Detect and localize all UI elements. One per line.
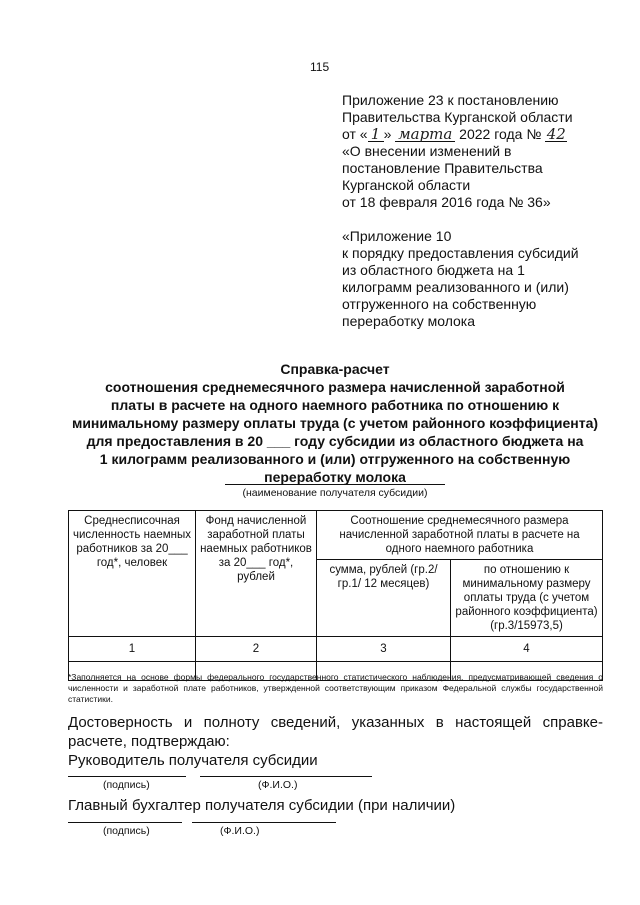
head-signature-caption: (подпись) xyxy=(103,779,150,791)
accountant-fio-caption: (Ф.И.О.) xyxy=(220,825,260,837)
header-col1: Среднесписочная численность наемных работников за 20___ год*, человек xyxy=(69,511,196,637)
annex10-header xyxy=(342,228,632,330)
accountant-signature-caption: (подпись) xyxy=(103,825,150,837)
annex10-line6: переработку молока xyxy=(342,313,476,329)
header-col3-group: Соотношение среднемесячного размера начисленной заработной платы в расчете на одного наемного работника xyxy=(317,511,603,560)
col-number-1: 1 xyxy=(69,637,196,662)
date-mid: » xyxy=(383,126,392,142)
date-year: 2022 года № xyxy=(459,126,542,142)
title-line6: 1 килограмм реализованного и (или) отгруженного на собственную xyxy=(99,451,571,467)
annex-date-line xyxy=(342,126,632,143)
title-line5: для предоставления в 20 ___ году субсидии из областного бюджета на xyxy=(86,433,584,449)
page-number: 115 xyxy=(310,60,330,74)
header-col2: Фонд начисленной заработной платы наемных работников за 20___ год*, рублей xyxy=(196,511,317,637)
accountant-fio-line xyxy=(192,822,336,823)
head-signature-line xyxy=(68,776,186,777)
col-number-3: 3 xyxy=(317,637,451,662)
head-fio-caption: (Ф.И.О.) xyxy=(258,779,298,791)
annex10-line2: к порядку предоставления субсидий xyxy=(342,245,579,261)
footnote: *Заполняется на основе формы федерального государственного статистического наблюдения, предусматривающей сведения о численности и заработной плате работников, утвержденной соответствующим приказом Федеральной службы государственной статистики. xyxy=(68,672,603,704)
annex-line2: Правительства Курганской области xyxy=(342,109,573,125)
annex10-line5: отгруженного на собственную xyxy=(342,296,537,312)
accountant-signature-line xyxy=(68,822,182,823)
document-title xyxy=(40,360,630,486)
confirmation-text: Достоверность и полноту сведений, указанных в настоящей справке-расчете, подтверждаю: xyxy=(68,714,603,750)
handwritten-doc-number: 42 xyxy=(546,125,566,143)
recipient-name-line xyxy=(225,484,445,485)
calculation-table xyxy=(68,510,603,681)
title-line1: Справка-расчет xyxy=(280,361,390,377)
annex-line1: Приложение 23 к постановлению xyxy=(342,92,559,108)
header-col3b: по отношению к минимальному размеру оплаты труда (с учетом районного коэффициента) (гр.3/15973,5) xyxy=(451,560,603,637)
col-number-4: 4 xyxy=(451,637,603,662)
annex-line5: постановление Правительства xyxy=(342,160,543,176)
col-number-2: 2 xyxy=(196,637,317,662)
handwritten-day: 1 xyxy=(368,127,384,142)
header-col3a: сумма, рублей (гр.2/гр.1/ 12 месяцев) xyxy=(317,560,451,637)
head-role: Руководитель получателя субсидии xyxy=(68,752,318,769)
chief-accountant-role: Главный бухгалтер получателя субсидии (при наличии) xyxy=(68,797,456,814)
annex-line6: Курганской области xyxy=(342,177,471,193)
annex10-line1: «Приложение 10 xyxy=(342,228,452,244)
title-line4: минимальному размеру оплаты труда (с учетом районного коэффициента) xyxy=(71,415,599,431)
annex10-line3: из областного бюджета на 1 xyxy=(342,262,525,278)
title-line3: платы в расчете на одного наемного работника по отношению к xyxy=(110,397,560,413)
title-line7: переработку молока xyxy=(264,469,406,485)
head-fio-line xyxy=(200,776,372,777)
title-line2: соотношения среднемесячного размера начисленной заработной xyxy=(105,379,565,395)
annex-line7: от 18 февраля 2016 года № 36» xyxy=(342,194,551,210)
date-prefix: от « xyxy=(342,126,368,142)
annex-line4: «О внесении изменений в xyxy=(342,143,512,159)
annex10-line4: килограмм реализованного и (или) xyxy=(342,279,569,295)
handwritten-month: марта xyxy=(395,127,455,142)
recipient-name-caption: (наименование получателя субсидии) xyxy=(242,487,428,499)
annex-header xyxy=(342,92,632,211)
